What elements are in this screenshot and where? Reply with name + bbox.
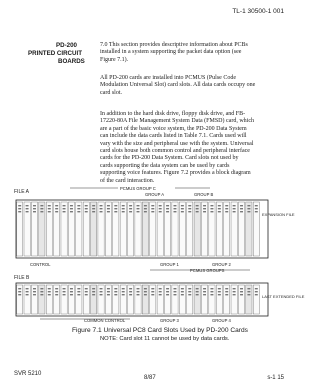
slot-marker xyxy=(255,291,258,292)
slot-marker xyxy=(18,294,21,295)
slot-marker xyxy=(40,211,43,212)
common-control-label: COMMON CONTROL xyxy=(84,318,126,323)
card-slot xyxy=(91,202,97,256)
slot-marker xyxy=(210,291,213,292)
slot-marker xyxy=(55,208,58,209)
slot-marker xyxy=(107,211,110,212)
slot-marker xyxy=(203,294,206,295)
slot-marker xyxy=(196,294,199,295)
card-slot xyxy=(216,202,222,256)
slot-marker xyxy=(55,205,58,206)
slot-marker xyxy=(196,205,199,206)
slot-marker xyxy=(196,288,199,289)
slot-marker xyxy=(85,288,88,289)
card-slot xyxy=(187,202,193,256)
slot-marker xyxy=(144,205,147,206)
slot-marker xyxy=(240,205,243,206)
slot-marker xyxy=(26,205,29,206)
slot-marker xyxy=(92,294,95,295)
slot-marker xyxy=(26,208,29,209)
slot-marker xyxy=(92,208,95,209)
slot-marker xyxy=(85,294,88,295)
slot-marker xyxy=(114,291,117,292)
slot-marker xyxy=(122,288,125,289)
card-slot xyxy=(224,202,230,256)
slot-marker xyxy=(85,211,88,212)
slot-marker xyxy=(151,294,154,295)
slot-marker xyxy=(77,211,80,212)
card-slot xyxy=(31,202,37,256)
slot-marker xyxy=(210,211,213,212)
slot-marker xyxy=(144,294,147,295)
slot-marker xyxy=(203,208,206,209)
slot-marker xyxy=(55,291,58,292)
footer-date: 8/87 xyxy=(144,375,156,381)
slot-marker xyxy=(70,211,73,212)
control-label: CONTROL xyxy=(30,262,51,267)
card-slot xyxy=(61,202,67,256)
slot-marker xyxy=(107,205,110,206)
card-slot xyxy=(253,202,259,256)
slot-marker xyxy=(210,205,213,206)
figure-note: NOTE: Card slot 11 cannot be used by data cards. xyxy=(100,336,230,342)
group-4-label: GROUP 4 xyxy=(212,318,231,323)
slot-marker xyxy=(247,288,250,289)
slot-marker xyxy=(122,291,125,292)
slot-marker xyxy=(188,288,191,289)
slot-marker xyxy=(55,288,58,289)
slot-marker xyxy=(233,208,236,209)
slot-marker xyxy=(100,208,103,209)
slot-marker xyxy=(173,288,176,289)
slot-marker xyxy=(129,291,132,292)
slot-marker xyxy=(100,205,103,206)
slot-marker xyxy=(48,211,51,212)
slot-marker xyxy=(77,294,80,295)
section-id: PD-200 xyxy=(56,42,77,49)
slot-marker xyxy=(181,205,184,206)
slot-marker xyxy=(255,211,258,212)
slot-marker xyxy=(107,294,110,295)
footer-page: s-1 15 xyxy=(267,375,284,381)
slot-marker xyxy=(218,291,221,292)
slot-marker xyxy=(129,288,132,289)
slot-marker xyxy=(210,294,213,295)
slot-marker xyxy=(26,288,29,289)
text-line: All PD-200 cards are installed into PCMUS (Pulse Code xyxy=(100,75,236,81)
text-line: cards for the PD-200 Data System. Card slots not used by xyxy=(100,155,239,162)
slot-marker xyxy=(137,205,140,206)
slot-marker xyxy=(100,294,103,295)
slot-marker xyxy=(233,291,236,292)
slot-marker xyxy=(40,288,43,289)
slot-marker xyxy=(166,294,169,295)
slot-marker xyxy=(240,208,243,209)
card-slot xyxy=(120,202,126,256)
slot-marker xyxy=(173,208,176,209)
slot-marker xyxy=(159,211,162,212)
slot-marker xyxy=(144,288,147,289)
slot-marker xyxy=(129,294,132,295)
slot-marker xyxy=(18,291,21,292)
slot-marker xyxy=(255,294,258,295)
slot-marker xyxy=(188,294,191,295)
slot-marker xyxy=(173,205,176,206)
slot-marker xyxy=(159,291,162,292)
slot-marker xyxy=(40,208,43,209)
slot-marker xyxy=(55,211,58,212)
slot-marker xyxy=(203,205,206,206)
slot-marker xyxy=(63,208,66,209)
file-a-label: FILE A xyxy=(14,189,30,195)
slot-marker xyxy=(247,205,250,206)
card-slot xyxy=(150,202,156,256)
slot-marker xyxy=(63,288,66,289)
slot-marker xyxy=(92,211,95,212)
slot-marker xyxy=(188,205,191,206)
slot-marker xyxy=(129,211,132,212)
slot-marker xyxy=(77,288,80,289)
slot-marker xyxy=(26,291,29,292)
text-line: installed in a system supporting the packet data option (see xyxy=(100,49,242,56)
slot-marker xyxy=(48,288,51,289)
text-line: cards supporting the data system can be used by cards xyxy=(100,162,230,169)
card-slot xyxy=(194,202,200,256)
card-slot xyxy=(39,202,45,256)
slot-marker xyxy=(122,205,125,206)
slot-marker xyxy=(196,291,199,292)
slot-marker xyxy=(159,294,162,295)
slot-marker xyxy=(85,208,88,209)
slot-marker xyxy=(33,294,36,295)
slot-marker xyxy=(114,211,117,212)
slot-marker xyxy=(247,294,250,295)
card-slot xyxy=(128,202,134,256)
card-slot xyxy=(83,202,89,256)
card-slot xyxy=(24,202,30,256)
slot-marker xyxy=(137,291,140,292)
slot-marker xyxy=(151,291,154,292)
slot-marker xyxy=(218,208,221,209)
slot-marker xyxy=(247,208,250,209)
last-extended-label: LAST EXTENDED FILE xyxy=(262,294,305,299)
file-b-label: FILE B xyxy=(14,275,30,281)
text-line: 17220-80A File Management System Data (FMSD) card, which xyxy=(100,118,254,125)
group-3-label: GROUP 3 xyxy=(160,318,179,323)
slot-marker xyxy=(225,208,228,209)
group-1-label: GROUP 1 xyxy=(160,262,179,267)
section-heading-line-1: PRINTED CIRCUIT xyxy=(28,50,82,57)
slot-marker xyxy=(233,211,236,212)
slot-marker xyxy=(255,208,258,209)
slot-marker xyxy=(100,288,103,289)
slot-marker xyxy=(218,205,221,206)
slot-marker xyxy=(137,211,140,212)
slot-marker xyxy=(233,288,236,289)
slot-marker xyxy=(48,208,51,209)
slot-marker xyxy=(144,291,147,292)
slot-marker xyxy=(151,288,154,289)
card-slot xyxy=(17,202,23,256)
slot-marker xyxy=(18,288,21,289)
slot-marker xyxy=(173,294,176,295)
card-slot xyxy=(157,202,163,256)
slot-marker xyxy=(70,205,73,206)
slot-marker xyxy=(40,294,43,295)
slot-marker xyxy=(181,291,184,292)
text-line: Figure 7.1). xyxy=(100,56,129,63)
slot-marker xyxy=(137,208,140,209)
slot-marker xyxy=(122,211,125,212)
slot-marker xyxy=(92,205,95,206)
card-slot xyxy=(76,202,82,256)
slot-marker xyxy=(107,208,110,209)
text-line: 7.0 This section provides descriptive information about PCBs xyxy=(100,42,248,48)
slot-marker xyxy=(188,211,191,212)
card-slot xyxy=(238,202,244,256)
slot-marker xyxy=(247,291,250,292)
slot-marker xyxy=(33,288,36,289)
figure-caption: Figure 7.1 Universal PC8 Card Slots Used by PD-200 Cards xyxy=(72,327,248,334)
slot-marker xyxy=(137,288,140,289)
text-line: vary with the size and peripheral use with the system. Universal xyxy=(100,140,254,147)
slot-marker xyxy=(70,208,73,209)
text-line: card slot. xyxy=(100,89,122,96)
pcmus-group-c-label: PCMUS GROUP C xyxy=(120,186,156,191)
slot-marker xyxy=(77,291,80,292)
slot-marker xyxy=(181,288,184,289)
slot-marker xyxy=(114,294,117,295)
slot-marker xyxy=(233,205,236,206)
slot-marker xyxy=(77,205,80,206)
text-line: In addition to the hard disk drive, floppy disk drive, and FB- xyxy=(100,111,246,117)
slot-marker xyxy=(26,294,29,295)
slot-marker xyxy=(63,294,66,295)
slot-marker xyxy=(181,294,184,295)
pcmus-groups-label: PCMUS GROUPS xyxy=(190,268,225,273)
file-a-diagram xyxy=(14,186,295,273)
card-slot xyxy=(135,202,141,256)
slot-marker xyxy=(114,208,117,209)
slot-marker xyxy=(225,205,228,206)
slot-marker xyxy=(159,288,162,289)
slot-marker xyxy=(225,294,228,295)
group-2-label: GROUP 2 xyxy=(212,262,231,267)
slot-marker xyxy=(40,205,43,206)
slot-marker xyxy=(100,291,103,292)
slot-marker xyxy=(48,205,51,206)
card-slot xyxy=(113,202,119,256)
slot-marker xyxy=(240,294,243,295)
slot-marker xyxy=(92,291,95,292)
slot-marker xyxy=(85,291,88,292)
slot-marker xyxy=(77,208,80,209)
group-b-label: GROUP B xyxy=(194,192,214,197)
group-a-label: GROUP A xyxy=(145,192,165,197)
slot-marker xyxy=(166,291,169,292)
card-slot xyxy=(179,202,185,256)
slot-marker xyxy=(70,294,73,295)
expansion-label: EXPANSION FILE xyxy=(262,212,295,217)
slot-marker xyxy=(48,294,51,295)
text-line: can include the data cards listed in Table 7.1. Cards used will xyxy=(100,133,247,140)
card-slot xyxy=(231,202,237,256)
slot-marker xyxy=(114,288,117,289)
slot-marker xyxy=(188,291,191,292)
slot-marker xyxy=(107,288,110,289)
slot-marker xyxy=(240,288,243,289)
text-line: card slots house both common control and peripheral interface xyxy=(100,148,250,155)
card-slot xyxy=(105,202,111,256)
text-line: supporting voice features. Figure 7.2 provides a block diagram xyxy=(100,170,251,177)
slot-marker xyxy=(196,208,199,209)
slot-marker xyxy=(233,294,236,295)
card-slot xyxy=(98,202,104,256)
card-slot xyxy=(46,202,52,256)
slot-marker xyxy=(203,291,206,292)
card-slot xyxy=(172,202,178,256)
slot-marker xyxy=(210,208,213,209)
slot-marker xyxy=(55,294,58,295)
slot-marker xyxy=(18,211,21,212)
slot-marker xyxy=(33,211,36,212)
slot-marker xyxy=(114,205,117,206)
slot-marker xyxy=(151,208,154,209)
card-slot xyxy=(142,202,148,256)
slot-marker xyxy=(173,291,176,292)
slot-marker xyxy=(151,205,154,206)
slot-marker xyxy=(218,211,221,212)
slot-marker xyxy=(33,205,36,206)
slot-marker xyxy=(144,211,147,212)
slot-marker xyxy=(188,208,191,209)
slot-marker xyxy=(40,291,43,292)
slot-marker xyxy=(225,291,228,292)
slot-marker xyxy=(122,208,125,209)
file-b-diagram xyxy=(14,275,305,323)
slot-marker xyxy=(137,294,140,295)
slot-marker xyxy=(33,208,36,209)
slot-marker xyxy=(247,211,250,212)
slot-marker xyxy=(63,211,66,212)
footer-left: SVR 5210 xyxy=(14,371,42,377)
slot-marker xyxy=(107,291,110,292)
slot-marker xyxy=(210,288,213,289)
card-slot xyxy=(201,202,207,256)
slot-marker xyxy=(196,211,199,212)
slot-marker xyxy=(166,205,169,206)
slot-marker xyxy=(26,211,29,212)
text-line: of the card interaction. xyxy=(100,177,155,184)
slot-marker xyxy=(225,211,228,212)
slots-b xyxy=(17,285,260,314)
slot-marker xyxy=(225,288,228,289)
slot-marker xyxy=(240,211,243,212)
slot-marker xyxy=(63,291,66,292)
slot-marker xyxy=(18,208,21,209)
slot-marker xyxy=(166,208,169,209)
slot-marker xyxy=(203,211,206,212)
slot-marker xyxy=(166,211,169,212)
slot-marker xyxy=(218,294,221,295)
slot-marker xyxy=(255,288,258,289)
section-heading-line-2: BOARDS xyxy=(58,58,85,65)
slot-marker xyxy=(33,291,36,292)
slot-marker xyxy=(181,208,184,209)
slot-marker xyxy=(218,288,221,289)
slot-marker xyxy=(159,205,162,206)
slot-marker xyxy=(18,205,21,206)
slot-marker xyxy=(48,291,51,292)
text-line: Modulation Universal Slot) card slots. All data cards occupy one xyxy=(100,82,256,89)
slot-marker xyxy=(173,211,176,212)
card-slot xyxy=(246,202,252,256)
slot-marker xyxy=(129,208,132,209)
slot-marker xyxy=(85,205,88,206)
slot-marker xyxy=(255,205,258,206)
slot-marker xyxy=(240,291,243,292)
slot-marker xyxy=(151,211,154,212)
card-slot xyxy=(164,202,170,256)
slot-marker xyxy=(100,211,103,212)
slot-marker xyxy=(92,288,95,289)
document-id-header: TL-1 30500-1 001 xyxy=(232,8,284,15)
card-slot xyxy=(54,202,60,256)
slot-marker xyxy=(144,208,147,209)
slot-marker xyxy=(122,294,125,295)
slot-marker xyxy=(166,288,169,289)
slot-marker xyxy=(63,205,66,206)
slot-marker xyxy=(70,291,73,292)
slot-marker xyxy=(129,205,132,206)
slot-marker xyxy=(203,288,206,289)
slot-marker xyxy=(159,208,162,209)
card-slot xyxy=(209,202,215,256)
slot-marker xyxy=(70,288,73,289)
text-line: are a part of the basic voice system, the PD-200 Data System xyxy=(100,125,247,132)
card-slot xyxy=(68,202,74,256)
slot-marker xyxy=(181,211,184,212)
slots-a xyxy=(17,202,260,256)
